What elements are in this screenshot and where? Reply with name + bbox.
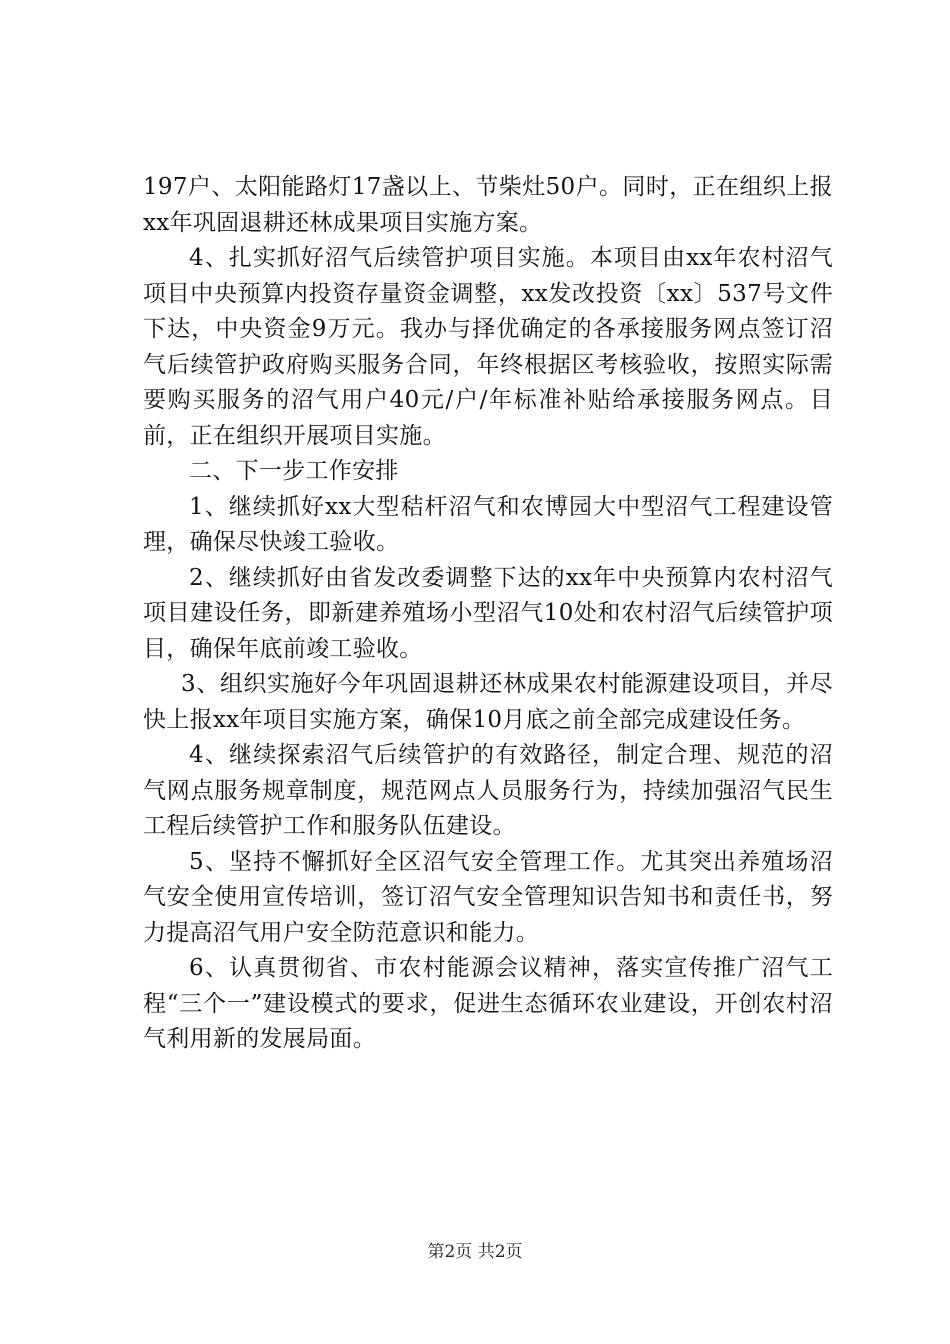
paragraph-plan-3: 3、组织实施好今年巩固退耕还林成果农村能源建设项目，并尽快上报xx年项目实施方案，确保10月底之前全部完成建设任务。 <box>143 671 833 733</box>
page-footer <box>0 1241 950 1263</box>
paragraph-plan-5: 5、坚持不懈抓好全区沼气安全管理工作。尤其突出养殖场沼气安全使用宣传培训，签订沼气安全管理知识告知书和责任书，努力提高沼气用户安全防范意识和能力。 <box>143 848 833 946</box>
paragraph-item-4-maintenance: 4、扎实抓好沼气后续管护项目实施。本项目由xx年农村沼气项目中央预算内投资存量资金调整，xx发改投资〔xx〕537号文件下达，中央资金9万元。我办与择优确定的各承接服务网点签订沼气后续管护政府购买服务合同，年终根据区考核验收，按照实际需要购买服务的沼气用户40元/户/年标准补贴给承接服务网点。目前，正在组织开展项目实施。 <box>143 245 833 449</box>
paragraph-plan-6: 6、认真贯彻省、市农村能源会议精神，落实宣传推广沼气工程“三个一”建设模式的要求，促进生态循环农业建设，开创农村沼气利用新的发展局面。 <box>143 955 833 1052</box>
section-heading-next-steps: 二、下一步工作安排 <box>189 458 399 484</box>
paragraph-plan-1: 1、继续抓好xx大型秸杆沼气和农博园大中型沼气工程建设管理，确保尽快竣工验收。 <box>143 493 833 555</box>
paragraph-plan-4: 4、继续探索沼气后续管护的有效路径，制定合理、规范的沼气网点服务规章制度，规范网点人员服务行为，持续加强沼气民生工程后续管护工作和服务队伍建设。 <box>143 742 833 839</box>
paragraph-plan-2: 2、继续抓好由省发改委调整下达的xx年中央预算内农村沼气项目建设任务，即新建养殖场小型沼气10处和农村沼气后续管护项目，确保年底前竣工验收。 <box>143 564 833 662</box>
document-body <box>143 170 833 1058</box>
paragraph-continuation: 197户、太阳能路灯17盏以上、节柴灶50户。同时，正在组织上报xx年巩固退耕还林成果项目实施方案。 <box>143 174 833 236</box>
page-number-label: 第2页 共2页 <box>427 1242 523 1262</box>
